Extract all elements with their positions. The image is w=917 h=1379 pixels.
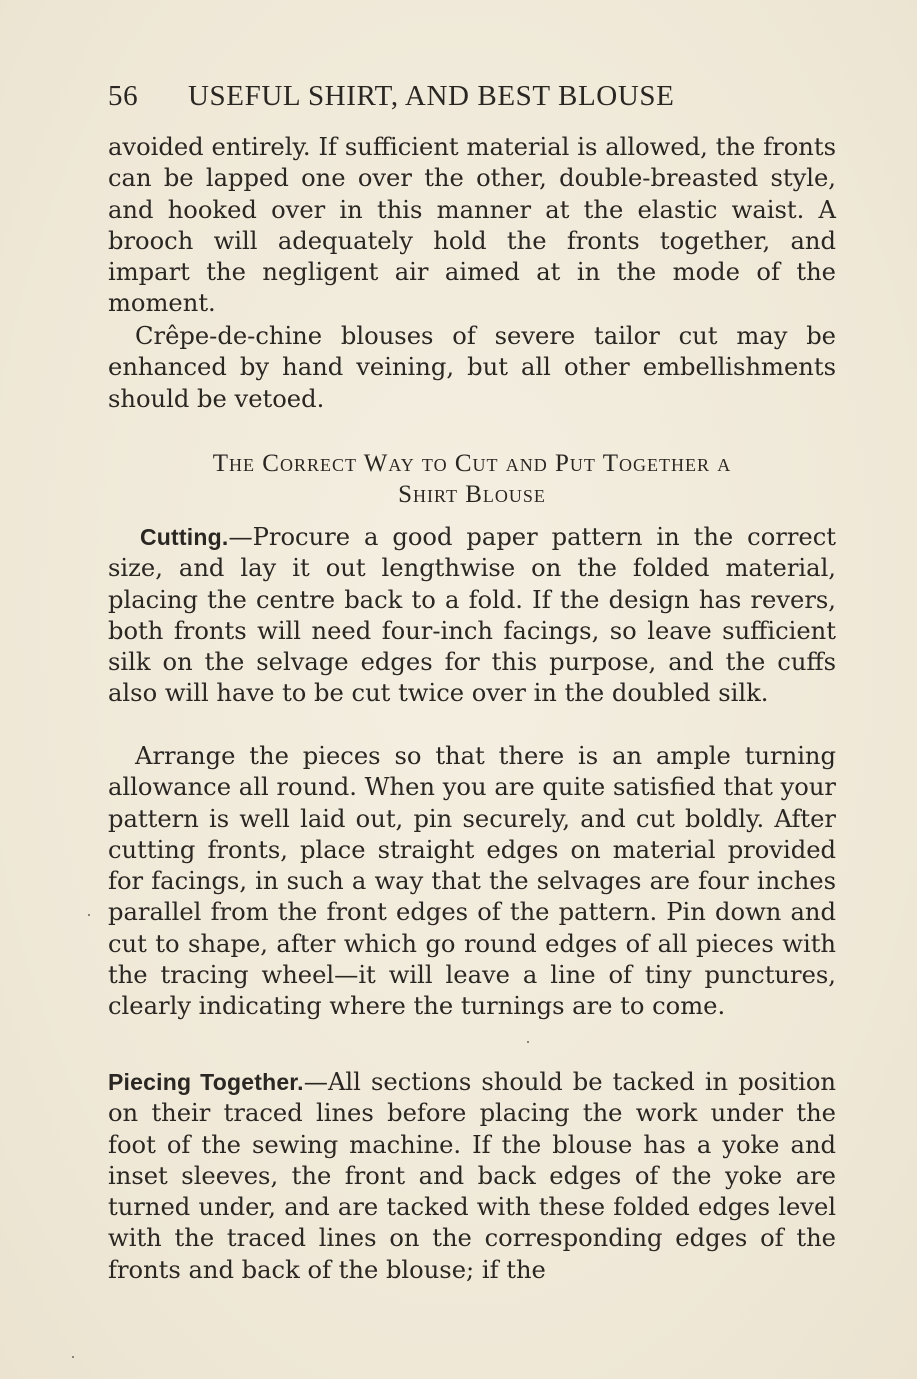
paragraph-piecing-together xyxy=(108,1067,836,1286)
paper-speck xyxy=(527,1041,529,1043)
paper-speck xyxy=(72,1356,74,1358)
paragraph-text: Arrange the pieces so that there is an ample turning allowance all round. When you are quite satisfied that your pattern is well laid out, pin securely, and cut boldly. After cutting fronts, place straight edges on material provided for facings, in such a way that the selvages are four inches parallel from the front edges of the pattern. Pin down and cut to shape, after which go round edges of all pieces with the tracing wheel—it will leave a line of tiny punctures, clearly indicating where the turnings are to come. xyxy=(108,742,836,1021)
section-heading xyxy=(108,448,836,510)
running-head xyxy=(108,80,808,116)
paragraph-text: Crêpe-de-chine blouses of severe tailor cut may be enhanced by hand veining, but all other embellishments should be vetoed. xyxy=(108,322,836,413)
paragraph-crepe-de-chine xyxy=(108,321,836,415)
paragraph-arrange-pieces xyxy=(108,741,836,1023)
piecing-text: —All sections should be tacked in position on their traced lines before placing the work under the foot of the sewing machine. If the blouse has a yoke and inset sleeves, the front and back edges of the yoke are turned under, and are tacked with these folded edges level with the traced lines on the corresponding edges of the fronts and back of the blouse; if the xyxy=(108,1068,836,1284)
paragraph-continued xyxy=(108,132,836,320)
running-title: USEFUL SHIRT, AND BEST BLOUSE xyxy=(188,80,675,112)
cutting-text: —Procure a good paper pattern in the correct size, and lay it out lengthwise on the folded material, placing the centre back to a fold. If the design has revers, both fronts will need four-inch facings, so leave sufficient silk on the selvage edges for this purpose, and the cuffs also will have to be cut twice over in the doubled silk. xyxy=(108,523,836,708)
paragraph-cutting xyxy=(108,522,836,710)
run-in-heading-piecing: Piecing Together. xyxy=(108,1069,304,1095)
paper-speck xyxy=(88,914,90,916)
section-heading-line-1: The Correct Way to Cut and Put Together a xyxy=(212,450,732,477)
run-in-heading-cutting: Cutting. xyxy=(140,524,229,550)
paragraph-text xyxy=(108,1067,836,1286)
paragraph-text: avoided entirely. If sufficient material is allowed, the fronts can be lapped one over the other, double-breasted style, and hooked over in this manner at the elastic waist. A brooch will adequately hold the fronts together, and impart the negligent air aimed at in the mode of the moment. xyxy=(108,133,836,318)
section-heading-line-2: Shirt Blouse xyxy=(398,481,546,508)
page-number: 56 xyxy=(108,80,139,112)
paragraph-text xyxy=(108,522,836,710)
